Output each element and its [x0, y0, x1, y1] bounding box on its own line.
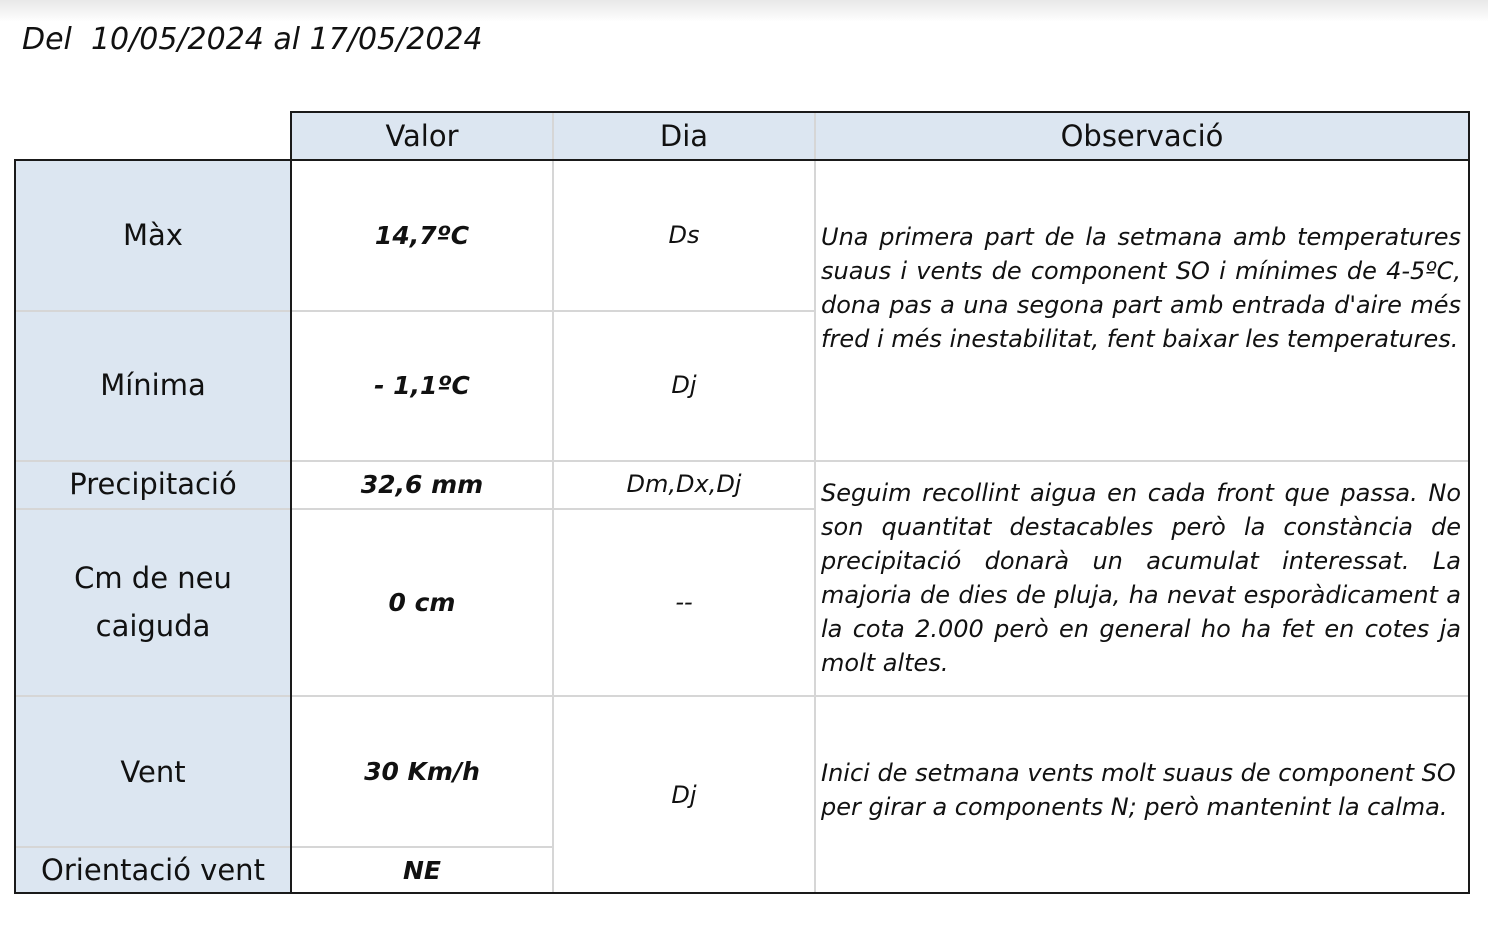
border-body-top — [14, 159, 1470, 161]
grid-line — [15, 310, 815, 312]
row-label-wind: Vent — [15, 696, 291, 847]
grid-line — [15, 846, 553, 848]
day-precipitation: Dm,Dx,Dj — [626, 470, 742, 498]
grid-line — [552, 112, 554, 160]
grid-line — [15, 695, 1469, 697]
observation-wind — [815, 696, 1469, 893]
day-snow: -- — [675, 588, 693, 616]
value-min: - 1,1ºC — [374, 370, 470, 400]
row-label-wind-direction: Orientació vent — [15, 847, 291, 893]
observation-temperature-text: Una primera part de la setmana amb temperatures suaus i vents de component SO i mínimes de 4-5ºC, dona pas a una segona part amb entrada d'aire més fred i més inestabilitat, fent baixar les temperatures. — [821, 223, 1461, 353]
observation-precipitation — [815, 460, 1469, 696]
row-label-min: Mínima — [15, 310, 291, 460]
grid-line — [552, 160, 554, 893]
value-wind-direction: NE — [402, 855, 441, 885]
grid-line — [814, 160, 816, 893]
grid-line — [15, 508, 815, 510]
header-dia: Dia — [553, 112, 815, 160]
border-bottom — [14, 892, 1470, 894]
border-right — [1468, 111, 1470, 894]
value-max: 14,7ºC — [374, 220, 470, 250]
observation-precipitation-text: Seguim recollint aigua en cada front que passa. No son quantitat destacables però la constància de precipitació donarà un acumulat interessat. La majoria de dies de pluja, ha nevat esporàdicament a la cota 2.000 però en general ho ha fet en cotes ja molt altes. — [821, 479, 1461, 677]
value-wind: 30 Km/h — [364, 757, 480, 786]
day-wind: Dj — [671, 780, 697, 809]
grid-line — [814, 112, 816, 160]
grid-line — [15, 460, 1469, 462]
border-header-top — [290, 111, 1470, 113]
value-precipitation: 32,6 mm — [360, 469, 484, 499]
header-valor: Valor — [291, 112, 553, 160]
row-label-max: Màx — [15, 160, 291, 310]
day-max: Ds — [668, 221, 700, 249]
observation-temperature — [815, 160, 1469, 460]
row-label-precipitation: Precipitació — [15, 460, 291, 508]
day-min: Dj — [671, 371, 697, 399]
top-shade — [0, 0, 1488, 22]
observation-wind-text: Inici de setmana vents molt suaus de component SO per girar a components N; però mantenint la calma. — [821, 758, 1456, 821]
value-snow: 0 cm — [388, 587, 456, 617]
border-left — [14, 159, 16, 894]
border-header-left — [290, 111, 292, 894]
header-observacio: Observació — [815, 112, 1469, 160]
date-range: Del 10/05/2024 al 17/05/2024 — [22, 22, 483, 57]
row-label-snow: Cm de neu caiguda — [15, 508, 291, 696]
